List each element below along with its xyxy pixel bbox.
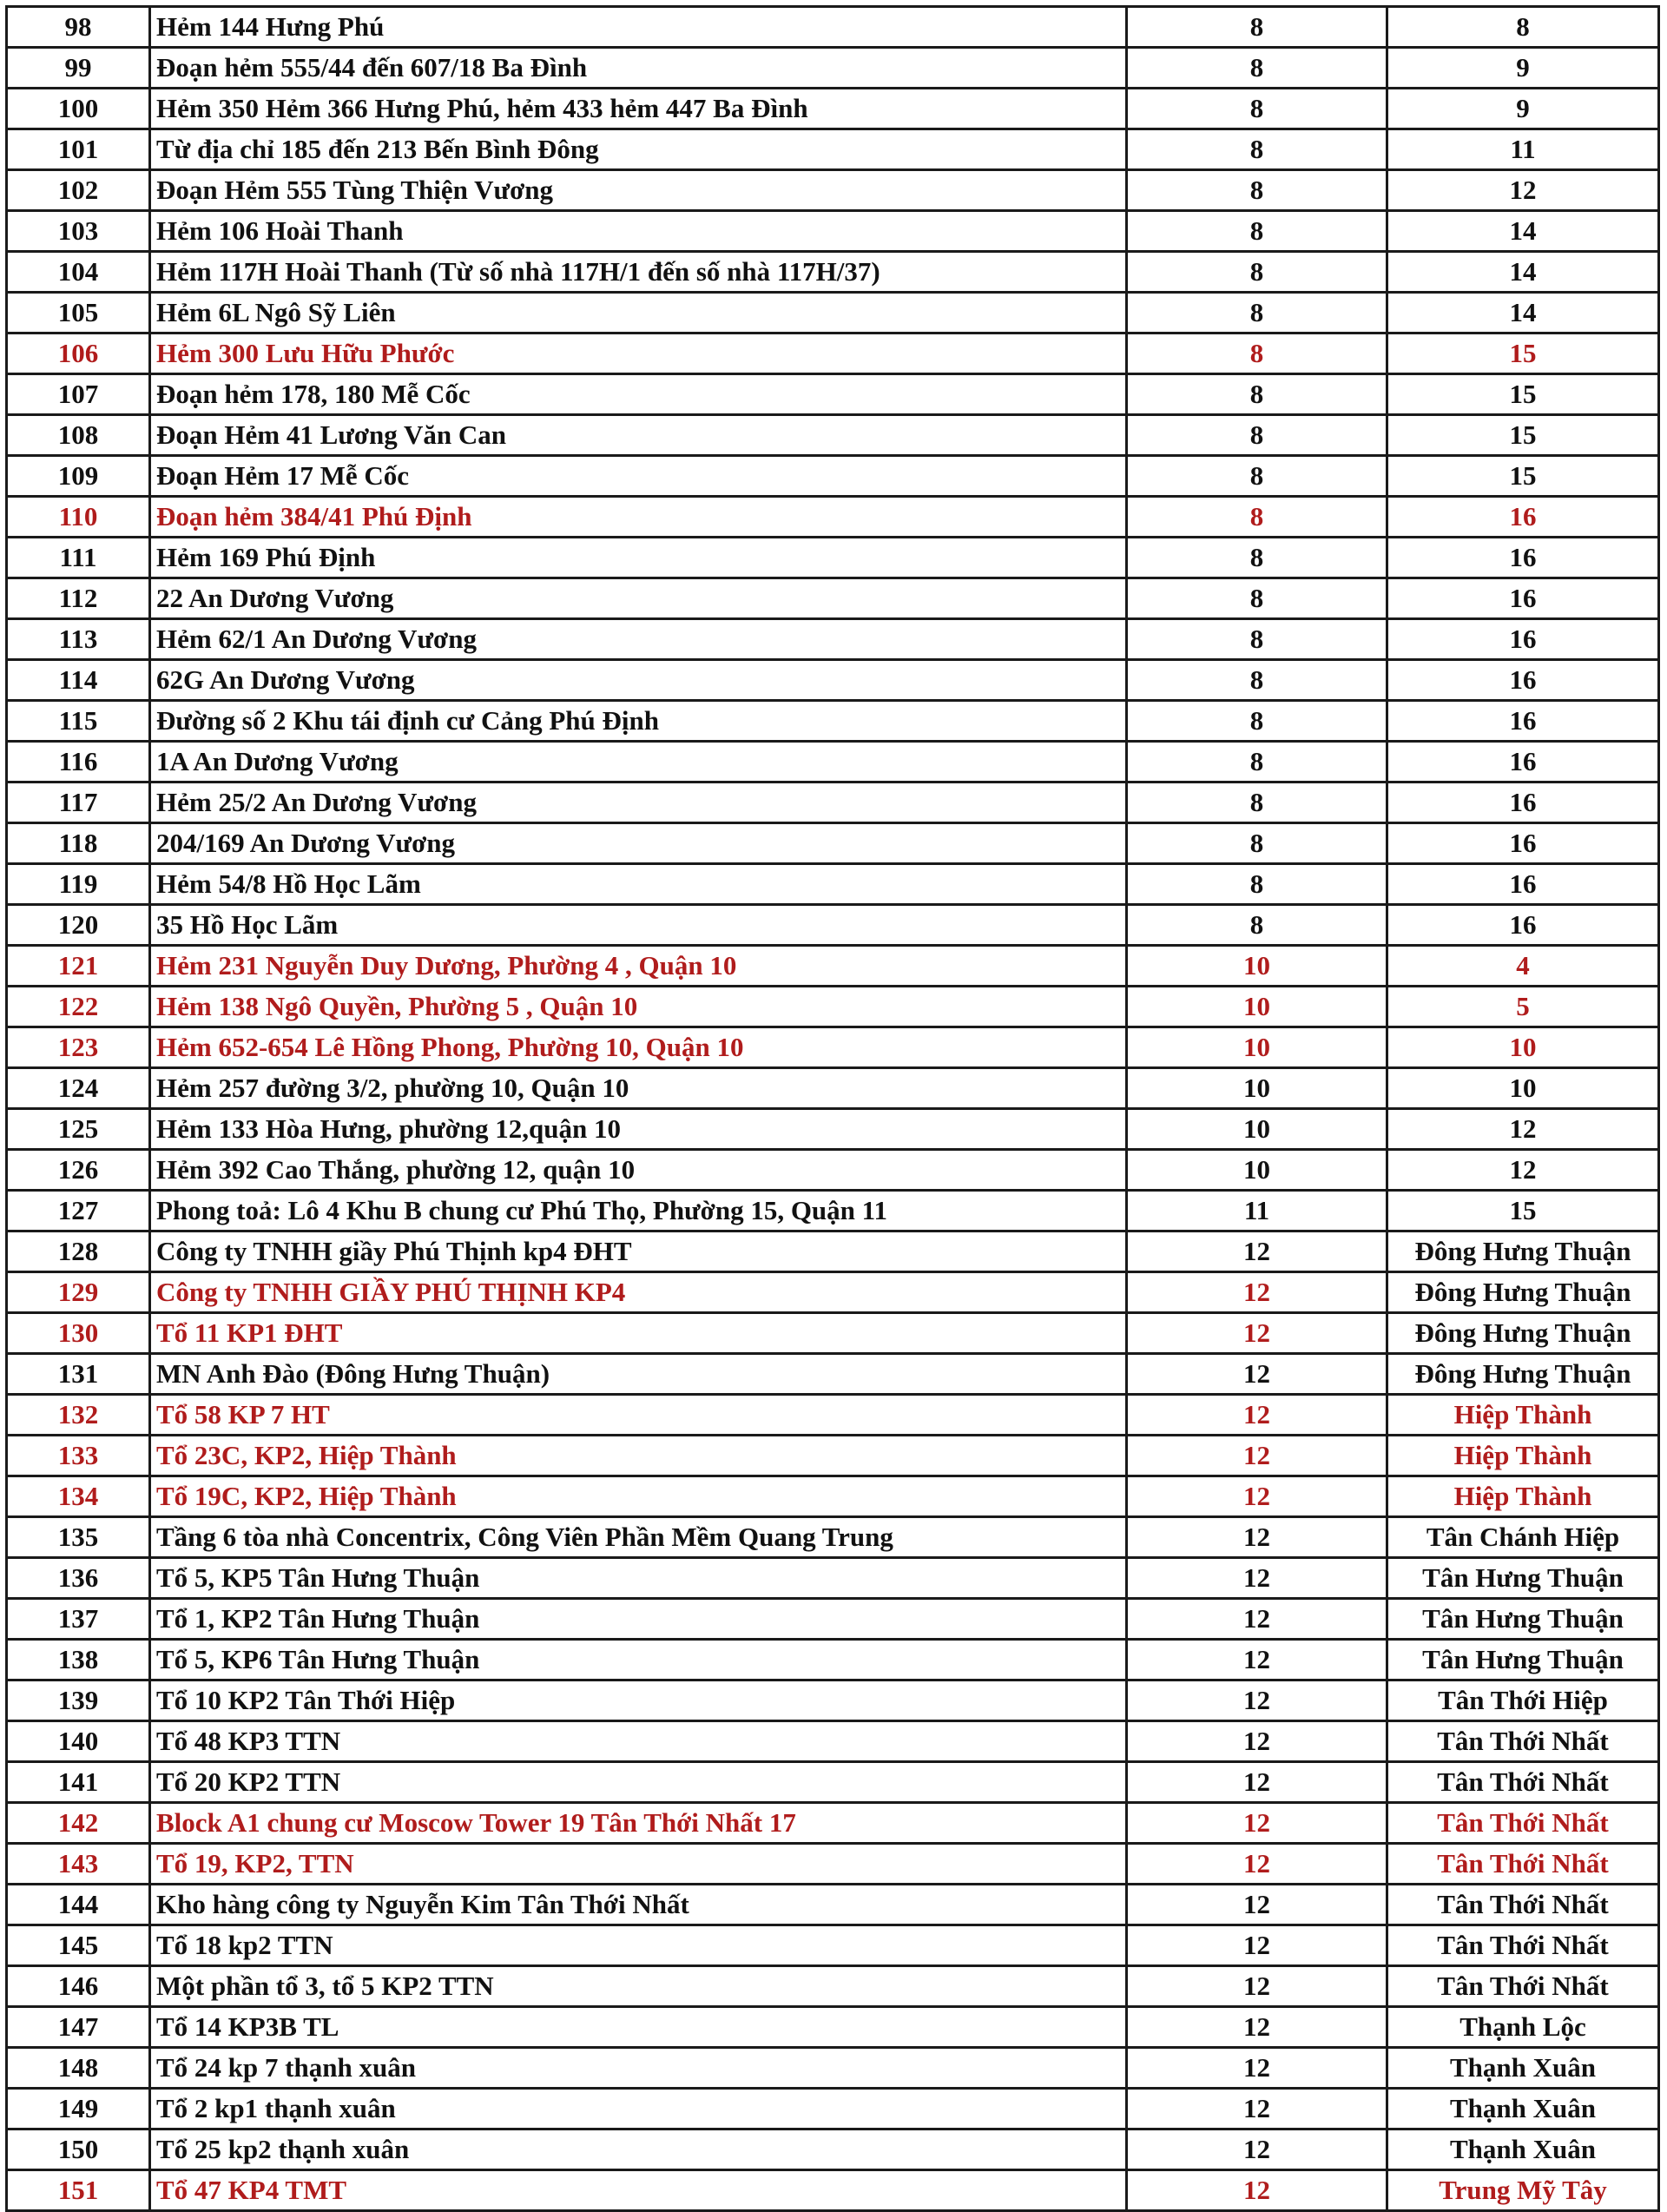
row-district: 8 [1127,742,1387,782]
table-row [7,1272,1659,1313]
row-district: 10 [1127,1150,1387,1191]
row-district: 12 [1127,1354,1387,1395]
table-row [7,2170,1659,2211]
table-row [7,578,1659,619]
row-number: 147 [7,2007,150,2048]
row-number: 143 [7,1844,150,1885]
row-address: Tổ 48 KP3 TTN [150,1721,1127,1762]
row-ward: 16 [1387,497,1659,538]
row-address: Hẻm 257 đường 3/2, phường 10, Quận 10 [150,1068,1127,1109]
row-district: 8 [1127,211,1387,252]
row-number: 136 [7,1558,150,1599]
row-address: Tổ 1, KP2 Tân Hưng Thuận [150,1599,1127,1640]
row-ward: Đông Hưng Thuận [1387,1231,1659,1272]
row-number: 142 [7,1803,150,1844]
row-number: 145 [7,1925,150,1966]
row-address: Tổ 23C, KP2, Hiệp Thành [150,1436,1127,1476]
row-ward: Đông Hưng Thuận [1387,1354,1659,1395]
row-district: 8 [1127,48,1387,89]
row-ward: Tân Thới Nhất [1387,1844,1659,1885]
row-district: 8 [1127,170,1387,211]
row-ward: Tân Chánh Hiệp [1387,1517,1659,1558]
row-number: 118 [7,823,150,864]
row-ward: Tân Thới Nhất [1387,1925,1659,1966]
row-address: Đoạn hẻm 178, 180 Mễ Cốc [150,374,1127,415]
table-row [7,333,1659,374]
row-ward: 16 [1387,905,1659,946]
table-row [7,1885,1659,1925]
row-district: 12 [1127,2129,1387,2170]
row-address: Đoạn Hẻm 41 Lương Văn Can [150,415,1127,456]
row-number: 137 [7,1599,150,1640]
row-ward: 12 [1387,170,1659,211]
row-district: 8 [1127,660,1387,701]
row-number: 119 [7,864,150,905]
row-district: 8 [1127,619,1387,660]
row-address: Tổ 2 kp1 thạnh xuân [150,2089,1127,2129]
row-address: Phong toả: Lô 4 Khu B chung cư Phú Thọ, Phường 15, Quận 11 [150,1191,1127,1231]
row-number: 105 [7,293,150,333]
row-address: Tổ 47 KP4 TMT [150,2170,1127,2211]
row-address: Hẻm 652-654 Lê Hồng Phong, Phường 10, Quận 10 [150,1027,1127,1068]
row-ward: 4 [1387,946,1659,987]
row-address: Hẻm 25/2 An Dương Vương [150,782,1127,823]
row-ward: 10 [1387,1068,1659,1109]
table-row [7,89,1659,129]
row-address: Hẻm 133 Hòa Hưng, phường 12,quận 10 [150,1109,1127,1150]
table-row [7,1680,1659,1721]
row-number: 148 [7,2048,150,2089]
row-number: 102 [7,170,150,211]
row-district: 8 [1127,864,1387,905]
row-ward: Thạnh Xuân [1387,2129,1659,2170]
table-row [7,1721,1659,1762]
row-ward: 14 [1387,252,1659,293]
table-row [7,497,1659,538]
row-ward: 15 [1387,415,1659,456]
row-district: 8 [1127,823,1387,864]
row-number: 106 [7,333,150,374]
row-district: 8 [1127,538,1387,578]
table-row [7,742,1659,782]
table-row [7,1844,1659,1885]
row-address: 22 An Dương Vương [150,578,1127,619]
table-row [7,2007,1659,2048]
row-ward: 16 [1387,701,1659,742]
row-address: Tổ 5, KP5 Tân Hưng Thuận [150,1558,1127,1599]
table-row [7,1068,1659,1109]
row-district: 12 [1127,1476,1387,1517]
row-district: 10 [1127,946,1387,987]
row-ward: Tân Hưng Thuận [1387,1599,1659,1640]
row-number: 140 [7,1721,150,1762]
table-row [7,823,1659,864]
row-district: 12 [1127,1680,1387,1721]
row-address: Tổ 10 KP2 Tân Thới Hiệp [150,1680,1127,1721]
row-ward: 15 [1387,456,1659,497]
row-ward: 16 [1387,864,1659,905]
table-row [7,129,1659,170]
row-address: Hẻm 6L Ngô Sỹ Liên [150,293,1127,333]
table-body [7,7,1659,2211]
row-district: 12 [1127,1803,1387,1844]
table-row [7,1436,1659,1476]
row-district: 8 [1127,701,1387,742]
row-number: 127 [7,1191,150,1231]
table-row [7,864,1659,905]
row-ward: Tân Hưng Thuận [1387,1640,1659,1680]
table-row [7,1966,1659,2007]
row-number: 151 [7,2170,150,2211]
row-number: 101 [7,129,150,170]
row-ward: Hiệp Thành [1387,1395,1659,1436]
row-address: Đoạn Hẻm 17 Mễ Cốc [150,456,1127,497]
row-ward: Tân Thới Nhất [1387,1966,1659,2007]
table-row [7,1925,1659,1966]
row-number: 149 [7,2089,150,2129]
row-ward: 8 [1387,7,1659,48]
row-number: 133 [7,1436,150,1476]
row-address: 35 Hồ Học Lãm [150,905,1127,946]
row-address: Đoạn hẻm 384/41 Phú Định [150,497,1127,538]
row-number: 135 [7,1517,150,1558]
row-number: 124 [7,1068,150,1109]
table-row [7,252,1659,293]
row-number: 146 [7,1966,150,2007]
row-district: 8 [1127,497,1387,538]
row-number: 108 [7,415,150,456]
row-ward: 9 [1387,89,1659,129]
row-ward: 15 [1387,333,1659,374]
row-address: Hẻm 231 Nguyễn Duy Dương, Phường 4 , Quận 10 [150,946,1127,987]
row-address: Đoạn Hẻm 555 Tùng Thiện Vương [150,170,1127,211]
table-row [7,1354,1659,1395]
table-row [7,1109,1659,1150]
row-number: 103 [7,211,150,252]
row-number: 112 [7,578,150,619]
row-address: Tổ 58 KP 7 HT [150,1395,1127,1436]
row-address: Kho hàng công ty Nguyễn Kim Tân Thới Nhất [150,1885,1127,1925]
table-row [7,415,1659,456]
row-number: 120 [7,905,150,946]
row-address: Hẻm 62/1 An Dương Vương [150,619,1127,660]
row-address: Hẻm 54/8 Hồ Học Lãm [150,864,1127,905]
table-row [7,456,1659,497]
row-district: 12 [1127,1313,1387,1354]
row-number: 134 [7,1476,150,1517]
table-row [7,987,1659,1027]
table-row [7,2129,1659,2170]
row-ward: Thạnh Lộc [1387,2007,1659,2048]
row-ward: Trung Mỹ Tây [1387,2170,1659,2211]
table-row [7,1640,1659,1680]
row-number: 138 [7,1640,150,1680]
table-row [7,905,1659,946]
row-address: Từ địa chỉ 185 đến 213 Bến Bình Đông [150,129,1127,170]
row-district: 8 [1127,578,1387,619]
row-number: 117 [7,782,150,823]
row-district: 8 [1127,374,1387,415]
table-row [7,293,1659,333]
row-ward: Đông Hưng Thuận [1387,1272,1659,1313]
row-ward: Hiệp Thành [1387,1476,1659,1517]
row-district: 8 [1127,415,1387,456]
row-district: 12 [1127,1272,1387,1313]
row-number: 110 [7,497,150,538]
row-number: 116 [7,742,150,782]
table-row [7,2048,1659,2089]
row-address: Hẻm 106 Hoài Thanh [150,211,1127,252]
row-ward: 14 [1387,293,1659,333]
row-address: Tầng 6 tòa nhà Concentrix, Công Viên Phần Mềm Quang Trung [150,1517,1127,1558]
table-row [7,660,1659,701]
row-address: Hẻm 138 Ngô Quyền, Phường 5 , Quận 10 [150,987,1127,1027]
table-row [7,1599,1659,1640]
row-district: 8 [1127,905,1387,946]
table-row [7,7,1659,48]
row-address: Công ty TNHH GIẦY PHÚ THỊNH KP4 [150,1272,1127,1313]
row-number: 111 [7,538,150,578]
row-number: 107 [7,374,150,415]
table-row [7,1027,1659,1068]
table-row [7,619,1659,660]
row-address: Đường số 2 Khu tái định cư Cảng Phú Định [150,701,1127,742]
row-address: Tổ 19C, KP2, Hiệp Thành [150,1476,1127,1517]
row-ward: Tân Thới Nhất [1387,1885,1659,1925]
row-address: 1A An Dương Vương [150,742,1127,782]
row-district: 12 [1127,1395,1387,1436]
row-district: 8 [1127,293,1387,333]
row-number: 150 [7,2129,150,2170]
row-ward: 12 [1387,1150,1659,1191]
row-ward: 16 [1387,782,1659,823]
row-number: 132 [7,1395,150,1436]
row-number: 139 [7,1680,150,1721]
table-row [7,211,1659,252]
table-row [7,1517,1659,1558]
row-number: 113 [7,619,150,660]
row-number: 115 [7,701,150,742]
row-ward: Thạnh Xuân [1387,2089,1659,2129]
table-row [7,1395,1659,1436]
address-table [5,5,1660,2212]
row-district: 8 [1127,333,1387,374]
row-district: 10 [1127,987,1387,1027]
row-ward: 9 [1387,48,1659,89]
row-address: Hẻm 117H Hoài Thanh (Từ số nhà 117H/1 đến số nhà 117H/37) [150,252,1127,293]
row-ward: 16 [1387,619,1659,660]
table-row [7,1803,1659,1844]
table-row [7,946,1659,987]
row-number: 109 [7,456,150,497]
row-district: 8 [1127,129,1387,170]
row-address: Tổ 19, KP2, TTN [150,1844,1127,1885]
row-district: 8 [1127,7,1387,48]
table-row [7,374,1659,415]
row-district: 12 [1127,1517,1387,1558]
table-row [7,1313,1659,1354]
table-row [7,701,1659,742]
row-number: 130 [7,1313,150,1354]
row-number: 121 [7,946,150,987]
row-address: Block A1 chung cư Moscow Tower 19 Tân Thới Nhất 17 [150,1803,1127,1844]
row-address: Đoạn hẻm 555/44 đến 607/18 Ba Đình [150,48,1127,89]
table-row [7,1558,1659,1599]
row-district: 12 [1127,1231,1387,1272]
row-district: 12 [1127,1558,1387,1599]
table-row [7,1762,1659,1803]
row-address: Công ty TNHH giầy Phú Thịnh kp4 ĐHT [150,1231,1127,1272]
row-ward: Thạnh Xuân [1387,2048,1659,2089]
row-number: 131 [7,1354,150,1395]
row-address: Một phần tổ 3, tổ 5 KP2 TTN [150,1966,1127,2007]
row-number: 128 [7,1231,150,1272]
table-row [7,538,1659,578]
row-address: MN Anh Đào (Đông Hưng Thuận) [150,1354,1127,1395]
row-ward: Hiệp Thành [1387,1436,1659,1476]
table-row [7,782,1659,823]
row-number: 141 [7,1762,150,1803]
row-district: 10 [1127,1068,1387,1109]
table-row [7,1231,1659,1272]
row-number: 129 [7,1272,150,1313]
row-number: 99 [7,48,150,89]
row-ward: 16 [1387,578,1659,619]
row-address: Tổ 24 kp 7 thạnh xuân [150,2048,1127,2089]
row-ward: 16 [1387,660,1659,701]
row-ward: 10 [1387,1027,1659,1068]
row-address: Hẻm 169 Phú Định [150,538,1127,578]
row-ward: 16 [1387,538,1659,578]
row-address: Tổ 11 KP1 ĐHT [150,1313,1127,1354]
row-number: 104 [7,252,150,293]
row-address: Tổ 18 kp2 TTN [150,1925,1127,1966]
row-number: 144 [7,1885,150,1925]
row-district: 11 [1127,1191,1387,1231]
row-ward: 11 [1387,129,1659,170]
row-district: 12 [1127,1885,1387,1925]
row-district: 8 [1127,456,1387,497]
table-row [7,1191,1659,1231]
row-district: 12 [1127,2170,1387,2211]
row-address: 62G An Dương Vương [150,660,1127,701]
row-number: 123 [7,1027,150,1068]
row-ward: 16 [1387,823,1659,864]
table-row [7,1476,1659,1517]
address-list-sheet [5,5,1660,2205]
row-address: Hẻm 350 Hẻm 366 Hưng Phú, hẻm 433 hẻm 447 Ba Đình [150,89,1127,129]
row-district: 8 [1127,89,1387,129]
row-district: 12 [1127,1925,1387,1966]
row-address: Hẻm 392 Cao Thắng, phường 12, quận 10 [150,1150,1127,1191]
row-address: Tổ 5, KP6 Tân Hưng Thuận [150,1640,1127,1680]
row-address: Hẻm 300 Lưu Hữu Phước [150,333,1127,374]
row-district: 12 [1127,2089,1387,2129]
table-row [7,1150,1659,1191]
row-number: 98 [7,7,150,48]
row-ward: 15 [1387,374,1659,415]
row-address: Hẻm 144 Hưng Phú [150,7,1127,48]
row-address: 204/169 An Dương Vương [150,823,1127,864]
row-ward: 12 [1387,1109,1659,1150]
row-ward: 14 [1387,211,1659,252]
row-number: 122 [7,987,150,1027]
row-ward: 5 [1387,987,1659,1027]
row-ward: Tân Thới Nhất [1387,1721,1659,1762]
table-row [7,48,1659,89]
row-district: 12 [1127,1966,1387,2007]
row-ward: Tân Thới Hiệp [1387,1680,1659,1721]
row-district: 12 [1127,1844,1387,1885]
row-ward: 16 [1387,742,1659,782]
row-district: 12 [1127,1436,1387,1476]
row-ward: Tân Thới Nhất [1387,1762,1659,1803]
row-address: Tổ 25 kp2 thạnh xuân [150,2129,1127,2170]
row-district: 12 [1127,1721,1387,1762]
row-ward: Tân Thới Nhất [1387,1803,1659,1844]
row-district: 12 [1127,1599,1387,1640]
row-district: 12 [1127,2007,1387,2048]
row-district: 10 [1127,1027,1387,1068]
row-number: 125 [7,1109,150,1150]
row-district: 8 [1127,782,1387,823]
row-number: 100 [7,89,150,129]
row-ward: Tân Hưng Thuận [1387,1558,1659,1599]
row-district: 12 [1127,1762,1387,1803]
table-row [7,170,1659,211]
row-district: 10 [1127,1109,1387,1150]
row-district: 8 [1127,252,1387,293]
row-ward: Đông Hưng Thuận [1387,1313,1659,1354]
row-district: 12 [1127,1640,1387,1680]
row-number: 114 [7,660,150,701]
row-ward: 15 [1387,1191,1659,1231]
row-district: 12 [1127,2048,1387,2089]
row-address: Tổ 20 KP2 TTN [150,1762,1127,1803]
row-number: 126 [7,1150,150,1191]
row-address: Tổ 14 KP3B TL [150,2007,1127,2048]
